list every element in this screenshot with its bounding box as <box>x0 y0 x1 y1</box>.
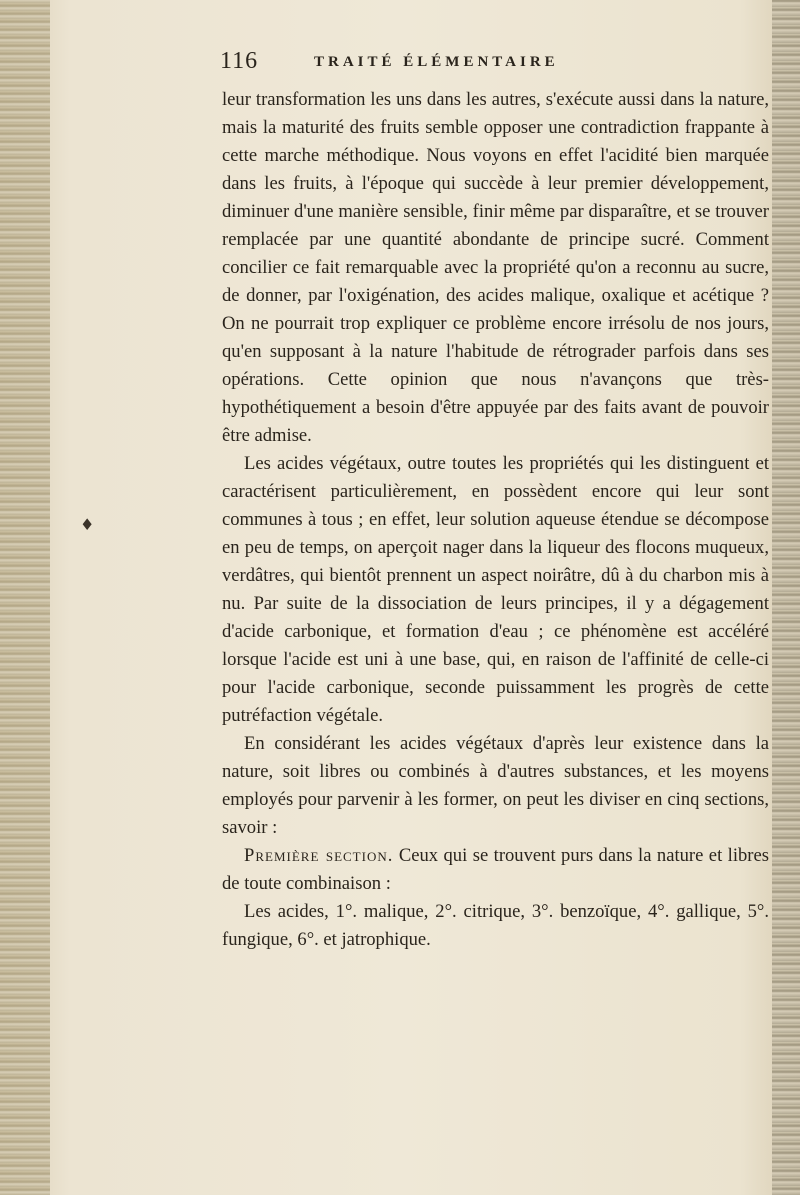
paragraph-1: leur transformation les uns dans les autres, s'exécute aussi dans la nature, mais la maturité des fruits semble opposer une contradiction frappante à cette marche méthodique. Nous voyons en effet l'acidité bien marquée dans les fruits, à l'époque qui succède à leur premier développement, diminuer d'une manière sensible, finir même par disparaître, et se trouver remplacée par une quantité abondante de principe sucré. Comment concilier ce fait remarquable avec la propriété qu'on a reconnu au sucre, de donner, par l'oxigénation, des acides malique, oxalique et acétique ? On ne pourrait trop expliquer ce problème encore irrésolu de nos jours, qu'en supposant à la nature l'habitude de rétrograder parfois dans ses opérations. Cette opinion que nous n'avançons que très-hypothétiquement a besoin d'être appuyée par des faits avant de pouvoir être admise. <box>222 89 769 446</box>
binding-edge-right <box>772 0 800 1195</box>
section-label: Première section. <box>244 845 394 866</box>
paragraph-5: Les acides, 1°. malique, 2°. citrique, 3°. benzoïque, 4°. gallique, 5°. fungique, 6°. et jatrophique. <box>222 901 769 950</box>
body-text <box>222 86 769 954</box>
paragraph-4 <box>222 842 769 898</box>
running-head: TRAITÉ ÉLÉMENTAIRE <box>314 54 559 70</box>
page-number: 116 <box>220 48 259 74</box>
binding-edge-left <box>0 0 50 1195</box>
section-text: Ceux qui se trouvent purs dans la nature et libres de toute combinaison : <box>222 845 769 894</box>
margin-mark: ♦ <box>80 515 95 534</box>
page-header <box>222 48 692 84</box>
paragraph-3: En considérant les acides végétaux d'après leur existence dans la nature, soit libres ou combinés à d'autres substances, et les moyens employés pour parvenir à les former, on peut les diviser en cinq sections, savoir : <box>222 733 769 838</box>
paragraph-2: Les acides végétaux, outre toutes les propriétés qui les distinguent et caractérisent particulièrement, en possèdent encore qui leur sont communes à tous ; en effet, leur solution aqueuse étendue se décompose en peu de temps, on aperçoit nager dans la liqueur des flocons muqueux, verdâtres, qui bientôt prennent un aspect noirâtre, dû à du charbon mis à nu. Par suite de la dissociation de leurs principes, il y a dégagement d'acide carbonique, et formation d'eau ; ce phénomène est accéléré lorsque l'acide est uni à une base, qui, en raison de l'affinité de celle-ci pour l'acide carbonique, seconde puissamment les progrès de cette putréfaction végétale. <box>222 453 769 726</box>
